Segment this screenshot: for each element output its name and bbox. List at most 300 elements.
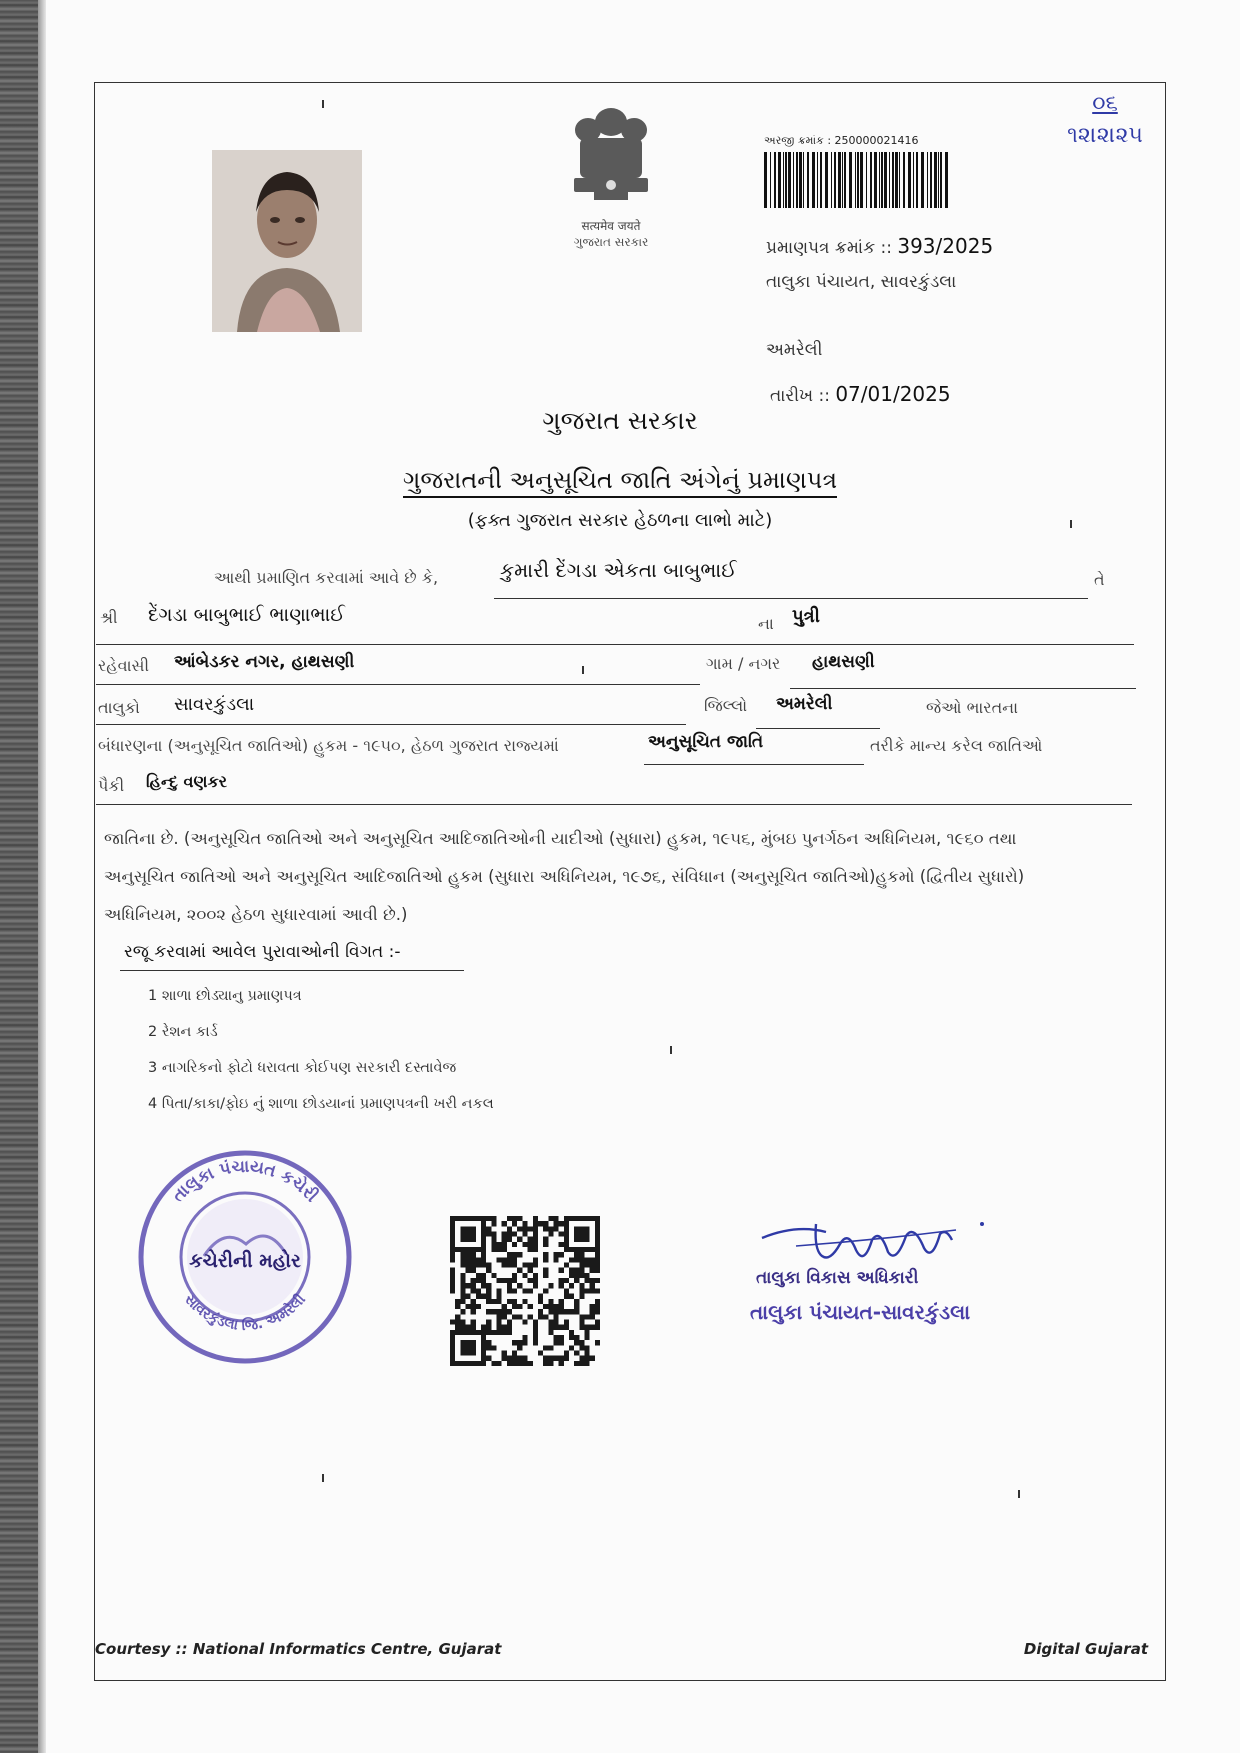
- qr-module: [481, 1242, 486, 1247]
- barcode-bar: [842, 152, 843, 208]
- qr-module: [466, 1294, 471, 1299]
- qr-module: [538, 1350, 543, 1355]
- evidence-item: 3 નાગરિકનો ફોટો ધરાવતા કોઈપણ સરકારી દસ્તાવેજ: [148, 1060, 457, 1076]
- qr-module: [481, 1252, 486, 1257]
- qr-module: [512, 1232, 517, 1237]
- barcode-bar: [770, 152, 771, 208]
- qr-module: [471, 1252, 476, 1257]
- qr-module: [471, 1350, 476, 1355]
- qr-module: [471, 1299, 476, 1304]
- barcode-bar: [860, 152, 863, 208]
- qr-module: [522, 1242, 527, 1247]
- qr-module: [502, 1304, 507, 1309]
- qr-module: [512, 1278, 517, 1283]
- qr-module: [584, 1278, 589, 1283]
- qr-module: [590, 1309, 595, 1314]
- qr-module: [460, 1299, 465, 1304]
- legal-paragraph-line-1: જાતિના છે. (અનુસૂચિત જાતિઓ અને અનુસૂચિત આદિજાતિઓની યાદીઓ (સુધારા) હુકમ, ૧૯૫૬, મુંબઇ પુનર્ગઠન અધિનિયમ, ૧૯૬૦ તથા: [104, 829, 1017, 848]
- barcode-bar: [938, 152, 939, 208]
- scan-edge-shadow: [38, 0, 46, 1753]
- qr-module: [553, 1325, 558, 1330]
- qr-module: [450, 1361, 455, 1366]
- qr-module: [574, 1257, 579, 1262]
- qr-module: [584, 1237, 589, 1242]
- qr-module: [579, 1340, 584, 1345]
- qr-module: [466, 1247, 471, 1252]
- qr-module: [466, 1232, 471, 1237]
- qr-module: [471, 1247, 476, 1252]
- qr-module: [528, 1242, 533, 1247]
- qr-module: [595, 1263, 600, 1268]
- qr-module: [595, 1232, 600, 1237]
- qr-module: [528, 1237, 533, 1242]
- certificate-number-value: 393/2025: [897, 234, 994, 258]
- barcode-bar: [831, 152, 832, 208]
- barcode-bar: [788, 152, 791, 208]
- qr-module: [564, 1309, 569, 1314]
- qr-module: [491, 1232, 496, 1237]
- qr-module: [491, 1216, 496, 1221]
- qr-module: [455, 1319, 460, 1324]
- qr-module: [579, 1288, 584, 1293]
- qr-module: [507, 1325, 512, 1330]
- qr-module: [584, 1314, 589, 1319]
- qr-module: [553, 1309, 558, 1314]
- qr-module: [590, 1283, 595, 1288]
- barcode-bar: [796, 152, 798, 208]
- qr-module: [564, 1226, 569, 1231]
- qr-module: [553, 1221, 558, 1226]
- qr-module: [466, 1325, 471, 1330]
- qr-module: [471, 1340, 476, 1345]
- address-rule: [96, 684, 700, 685]
- qr-module: [507, 1237, 512, 1242]
- barcode-bar: [807, 152, 809, 208]
- qr-module: [450, 1237, 455, 1242]
- qr-module: [595, 1257, 600, 1262]
- handwritten-note-top: ૦૬: [1092, 91, 1118, 116]
- barcode-bar: [892, 152, 894, 208]
- qr-module: [559, 1361, 564, 1366]
- qr-module: [590, 1278, 595, 1283]
- qr-module: [559, 1232, 564, 1237]
- qr-module: [491, 1242, 496, 1247]
- barcode-bar: [884, 152, 887, 208]
- qr-module: [543, 1242, 548, 1247]
- qr-module: [476, 1288, 481, 1293]
- qr-module: [538, 1309, 543, 1314]
- qr-module: [471, 1257, 476, 1262]
- qr-module: [497, 1309, 502, 1314]
- qr-module: [548, 1299, 553, 1304]
- qr-module: [507, 1226, 512, 1231]
- qr-module: [584, 1263, 589, 1268]
- qr-module: [481, 1335, 486, 1340]
- qr-module: [507, 1252, 512, 1257]
- qr-module: [533, 1330, 538, 1335]
- qr-module: [533, 1283, 538, 1288]
- qr-module: [491, 1361, 496, 1366]
- qr-module: [460, 1247, 465, 1252]
- which-label: જેઓ ભારતના: [926, 698, 1019, 717]
- category-rule: [644, 764, 864, 765]
- qr-module: [507, 1216, 512, 1221]
- evidence-heading-rule: [120, 970, 464, 971]
- qr-module: [455, 1325, 460, 1330]
- qr-module: [491, 1237, 496, 1242]
- qr-module: [584, 1345, 589, 1350]
- district-rule: [756, 728, 880, 729]
- qr-module: [569, 1273, 574, 1278]
- barcode-bar: [874, 152, 877, 208]
- qr-module: [476, 1263, 481, 1268]
- qr-module: [497, 1299, 502, 1304]
- qr-module: [559, 1335, 564, 1340]
- qr-module: [460, 1283, 465, 1288]
- legal-paragraph-line-2: અનુસૂચિત જાતિઓ અને અનુસૂચિત આદિજાતિઓ હુકમ (સુધારા અધિનિયમ, ૧૯૭૬, સંવિધાન (અનુસૂચિત જાતિઓ)હુકમો (દ્વિતીય સુધારો): [104, 867, 1025, 886]
- qr-module: [481, 1350, 486, 1355]
- qr-module: [584, 1288, 589, 1293]
- qr-module: [497, 1278, 502, 1283]
- qr-module: [450, 1268, 455, 1273]
- resident-label: રહેવાસી: [98, 656, 150, 675]
- barcode-bar: [857, 152, 859, 208]
- qr-module: [590, 1304, 595, 1309]
- qr-module: [569, 1294, 574, 1299]
- certificate-number-label: પ્રમાણપત્ર ક્રમાંક ::: [766, 238, 892, 258]
- qr-module: [553, 1335, 558, 1340]
- qr-module: [569, 1335, 574, 1340]
- qr-module: [450, 1335, 455, 1340]
- qr-module: [486, 1345, 491, 1350]
- qr-module: [471, 1263, 476, 1268]
- qr-module: [466, 1340, 471, 1345]
- qr-module: [533, 1226, 538, 1231]
- qr-module: [559, 1278, 564, 1283]
- qr-module: [579, 1216, 584, 1221]
- qr-module: [491, 1273, 496, 1278]
- officer-office-stamp: તાલુકા પંચાયત-સાવરકુંડલા: [750, 1300, 971, 1324]
- qr-module: [486, 1294, 491, 1299]
- qr-module: [481, 1237, 486, 1242]
- parent-name-rule: [96, 644, 1134, 645]
- qr-module: [466, 1304, 471, 1309]
- barcode-bar: [785, 152, 787, 208]
- certificate-title: [0, 466, 1240, 494]
- qr-module: [553, 1340, 558, 1345]
- qr-module: [543, 1226, 548, 1231]
- scan-speck: [322, 1474, 324, 1482]
- barcode-bar: [881, 152, 883, 208]
- qr-module: [466, 1330, 471, 1335]
- emblem-caption: [548, 218, 674, 250]
- qr-module: [455, 1299, 460, 1304]
- qr-module: [522, 1335, 527, 1340]
- qr-module: [574, 1299, 579, 1304]
- qr-module: [481, 1294, 486, 1299]
- qr-module: [533, 1340, 538, 1345]
- qr-module: [486, 1340, 491, 1345]
- qr-module: [595, 1237, 600, 1242]
- qr-module: [486, 1232, 491, 1237]
- seal-ring-top: તાલુકા પંચાયત કચેરી: [168, 1156, 322, 1207]
- certificate-number: [766, 234, 993, 258]
- qr-module: [471, 1288, 476, 1293]
- qr-module: [466, 1263, 471, 1268]
- qr-module: [569, 1283, 574, 1288]
- qr-module: [471, 1319, 476, 1324]
- qr-module: [476, 1273, 481, 1278]
- qr-module: [548, 1232, 553, 1237]
- qr-module: [471, 1232, 476, 1237]
- qr-module: [471, 1268, 476, 1273]
- qr-module: [548, 1325, 553, 1330]
- qr-module: [455, 1361, 460, 1366]
- qr-module: [584, 1247, 589, 1252]
- qr-module: [471, 1325, 476, 1330]
- qr-module: [574, 1350, 579, 1355]
- qr-module: [450, 1278, 455, 1283]
- qr-module: [502, 1232, 507, 1237]
- qr-module: [481, 1345, 486, 1350]
- qr-module: [471, 1216, 476, 1221]
- qr-module: [460, 1237, 465, 1242]
- qr-module: [512, 1288, 517, 1293]
- qr-module: [574, 1232, 579, 1237]
- qr-module: [543, 1356, 548, 1361]
- qr-module: [497, 1294, 502, 1299]
- qr-module: [564, 1232, 569, 1237]
- evidence-item: 4 પિતા/કાકા/ફોઇ નું શાળા છોડયાનાં પ્રમાણપત્રની ખરી નકલ: [148, 1096, 494, 1112]
- qr-module: [548, 1283, 553, 1288]
- qr-module: [579, 1283, 584, 1288]
- qr-module: [564, 1216, 569, 1221]
- barcode-bar: [849, 152, 852, 208]
- qr-module: [522, 1221, 527, 1226]
- qr-module: [471, 1304, 476, 1309]
- qr-module: [574, 1247, 579, 1252]
- qr-module: [553, 1257, 558, 1262]
- scan-speck: [582, 666, 584, 674]
- qr-module: [548, 1309, 553, 1314]
- qr-module: [564, 1242, 569, 1247]
- qr-module: [507, 1299, 512, 1304]
- handwritten-note: [1040, 88, 1170, 152]
- qr-module: [481, 1216, 486, 1221]
- certificate-subtitle: (ફક્ત ગુજરાત સરકાર હેઠળના લાભો માટે): [467, 510, 773, 531]
- qr-module: [466, 1216, 471, 1221]
- qr-module: [579, 1273, 584, 1278]
- qr-module: [548, 1345, 553, 1350]
- qr-module: [450, 1356, 455, 1361]
- qr-module: [460, 1288, 465, 1293]
- qr-module: [517, 1314, 522, 1319]
- qr-module: [460, 1294, 465, 1299]
- qr-module: [553, 1226, 558, 1231]
- qr-module: [481, 1232, 486, 1237]
- qr-module: [517, 1283, 522, 1288]
- barcode-bar: [940, 152, 942, 208]
- seal-ring-bottom: સાવરકુંડલા જિ. અમરેલી: [181, 1291, 309, 1335]
- qr-module: [595, 1304, 600, 1309]
- qr-module: [466, 1252, 471, 1257]
- qr-module: [471, 1309, 476, 1314]
- relation: પુત્રી: [792, 606, 820, 627]
- qr-module: [553, 1356, 558, 1361]
- qr-module: [512, 1304, 517, 1309]
- qr-module: [574, 1268, 579, 1273]
- qr-module: [564, 1263, 569, 1268]
- qr-module: [543, 1257, 548, 1262]
- certify-suffix: તે: [1094, 570, 1105, 589]
- qr-module: [481, 1273, 486, 1278]
- qr-module: [497, 1242, 502, 1247]
- qr-module: [569, 1257, 574, 1262]
- parent-name: દેંગડા બાબુભાઈ ભાણાભાઈ: [148, 604, 345, 626]
- qr-module: [559, 1309, 564, 1314]
- qr-module: [460, 1340, 465, 1345]
- qr-module: [460, 1309, 465, 1314]
- qr-module: [533, 1319, 538, 1324]
- qr-module: [559, 1340, 564, 1345]
- qr-module: [579, 1345, 584, 1350]
- qr-module: [548, 1216, 553, 1221]
- issuing-district: અમરેલી: [766, 340, 823, 360]
- qr-module: [512, 1299, 517, 1304]
- among-label: પૈકી: [98, 776, 125, 795]
- qr-module: [522, 1226, 527, 1231]
- qr-module: [538, 1294, 543, 1299]
- qr-module: [507, 1232, 512, 1237]
- qr-module: [584, 1216, 589, 1221]
- qr-module: [584, 1226, 589, 1231]
- qr-module: [486, 1319, 491, 1324]
- qr-module: [584, 1350, 589, 1355]
- qr-module: [502, 1221, 507, 1226]
- certificate-title-text: ગુજરાતની અનુસૂચિત જાતિ અંગેનું પ્રમાણપત્ર: [403, 466, 837, 498]
- qr-module: [569, 1268, 574, 1273]
- qr-module: [481, 1356, 486, 1361]
- barcode-bar: [834, 152, 836, 208]
- qr-module: [595, 1226, 600, 1231]
- qr-module: [522, 1232, 527, 1237]
- qr-module: [460, 1216, 465, 1221]
- qr-module: [486, 1263, 491, 1268]
- qr-module: [450, 1232, 455, 1237]
- qr-module: [543, 1345, 548, 1350]
- qr-module: [460, 1263, 465, 1268]
- qr-module: [559, 1268, 564, 1273]
- qr-module: [559, 1304, 564, 1309]
- qr-module: [455, 1247, 460, 1252]
- qr-module: [517, 1216, 522, 1221]
- barcode-bar: [908, 152, 911, 208]
- qr-module: [569, 1330, 574, 1335]
- qr-module: [491, 1299, 496, 1304]
- qr-module: [486, 1226, 491, 1231]
- qr-module: [481, 1340, 486, 1345]
- qr-module: [553, 1314, 558, 1319]
- legal-paragraph-line-3: અધિનિયમ, ૨૦૦૨ હેઠળ સુધારવામાં આવી છે.): [104, 905, 408, 924]
- qr-module: [476, 1330, 481, 1335]
- qr-module: [559, 1325, 564, 1330]
- qr-module: [579, 1356, 584, 1361]
- qr-module: [574, 1309, 579, 1314]
- qr-module: [528, 1247, 533, 1252]
- qr-module: [481, 1247, 486, 1252]
- emblem-government-caption: ગુજરાત સરકાર: [573, 235, 649, 249]
- qr-module: [502, 1278, 507, 1283]
- qr-module: [528, 1288, 533, 1293]
- qr-module: [543, 1221, 548, 1226]
- qr-module: [533, 1325, 538, 1330]
- qr-module: [517, 1237, 522, 1242]
- qr-module: [486, 1325, 491, 1330]
- barcode-bar: [921, 152, 924, 208]
- qr-module: [466, 1257, 471, 1262]
- barcode-bar: [820, 152, 822, 208]
- qr-module: [460, 1350, 465, 1355]
- government-title: ગુજરાત સરકાર: [542, 406, 698, 435]
- issuing-office: તાલુકા પંચાયત, સાવરકુંડલા: [766, 272, 957, 292]
- qr-module: [595, 1288, 600, 1293]
- qr-module: [579, 1294, 584, 1299]
- qr-module: [471, 1330, 476, 1335]
- qr-module: [595, 1252, 600, 1257]
- issue-date-value: 07/01/2025: [835, 382, 951, 406]
- barcode-bar: [799, 152, 802, 208]
- qr-module: [548, 1226, 553, 1231]
- qr-module: [502, 1314, 507, 1319]
- qr-module: [481, 1221, 486, 1226]
- qr-module: [553, 1216, 558, 1221]
- qr-module: [466, 1268, 471, 1273]
- qr-module: [590, 1314, 595, 1319]
- qr-module: [590, 1247, 595, 1252]
- qr-module: [528, 1304, 533, 1309]
- qr-module: [595, 1268, 600, 1273]
- qr-module: [522, 1263, 527, 1268]
- qr-module: [595, 1309, 600, 1314]
- evidence-heading: રજૂ કરવામાં આવેલ પુરાવાઓની વિગત :-: [124, 942, 401, 962]
- qr-module: [574, 1335, 579, 1340]
- qr-module: [450, 1221, 455, 1226]
- qr-module: [455, 1330, 460, 1335]
- taluka-rule: [96, 724, 686, 725]
- qr-module: [476, 1294, 481, 1299]
- barcode-bar: [764, 152, 767, 208]
- qr-module: [584, 1361, 589, 1366]
- barcode-bar: [825, 152, 828, 208]
- qr-module: [590, 1268, 595, 1273]
- qr-module: [590, 1325, 595, 1330]
- qr-module: [460, 1330, 465, 1335]
- district: અમરેલી: [776, 694, 833, 714]
- qr-module: [471, 1226, 476, 1231]
- barcode-bar: [934, 152, 937, 208]
- qr-module: [507, 1330, 512, 1335]
- barcode-bar: [945, 152, 948, 208]
- qr-module: [502, 1350, 507, 1355]
- scan-edge: [0, 0, 38, 1753]
- qr-module: [569, 1309, 574, 1314]
- qr-module: [553, 1252, 558, 1257]
- qr-module: [507, 1288, 512, 1293]
- qr-module: [466, 1345, 471, 1350]
- qr-module: [579, 1237, 584, 1242]
- qr-module: [574, 1340, 579, 1345]
- barcode-bar: [930, 152, 932, 208]
